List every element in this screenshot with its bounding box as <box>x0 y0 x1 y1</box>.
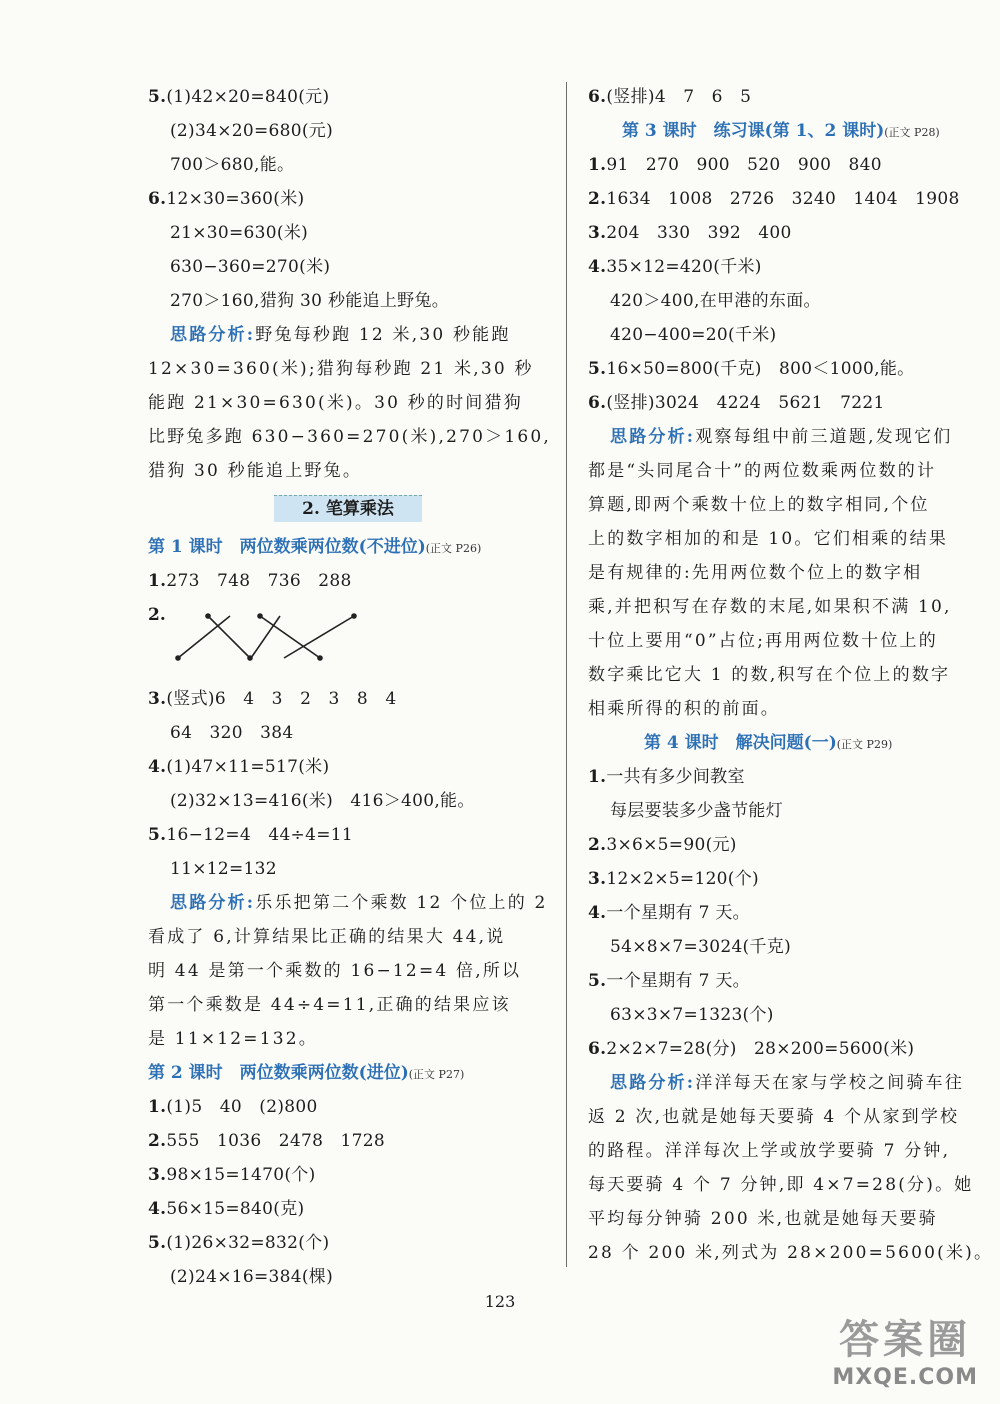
item-number: 3. <box>148 689 167 709</box>
answer-line <box>148 1192 548 1226</box>
analysis-label: 思路分析: <box>610 1073 696 1093</box>
answer-text: 273 748 736 288 <box>166 571 352 591</box>
answer-list <box>588 148 988 420</box>
section-title: 2. 笔算乘法 <box>274 495 422 522</box>
item-number: 1. <box>148 1097 167 1117</box>
analysis-line <box>588 1236 994 1270</box>
analysis-text: 算题,即两个乘数十位上的数字相同,个位 <box>588 495 930 515</box>
answer-text: (1)42×20=840(元) <box>166 87 330 107</box>
answer-text: (2)24×16=384(棵) <box>170 1267 334 1287</box>
analysis-text: 看成了 6,计算结果比正确的结果大 44,说 <box>148 927 506 947</box>
analysis-line <box>148 318 548 352</box>
answer-text: 270＞160,猎狗 30 秒能追上野兔。 <box>170 291 450 311</box>
analysis-text: 上的数字相加的和是 10。它们相乘的结果 <box>588 529 949 549</box>
answer-line <box>148 564 548 598</box>
analysis-text: 洋洋每天在家与学校之间骑车往 <box>695 1073 965 1093</box>
analysis-text: 是 11×12=132。 <box>148 1029 319 1049</box>
analysis-line <box>588 624 988 658</box>
analysis-text: 相乘所得的积的前面。 <box>588 699 780 719</box>
analysis-line <box>588 1100 988 1134</box>
answer-line <box>588 318 988 352</box>
item-number: 6. <box>148 189 167 209</box>
analysis-block <box>588 1066 994 1270</box>
watermark-logo: 答案圈 <box>839 1317 972 1363</box>
answer-line <box>588 148 988 182</box>
answer-text: (1)47×11=517(米) <box>166 757 330 777</box>
section-heading <box>148 488 548 530</box>
analysis-line <box>148 920 548 954</box>
item-number: 1. <box>148 571 167 591</box>
analysis-line <box>148 420 552 454</box>
analysis-line <box>148 886 548 920</box>
item-number: 3. <box>148 1165 167 1185</box>
answer-text: 12×30=360(米) <box>166 189 305 209</box>
match-dot <box>247 655 253 661</box>
analysis-line <box>588 590 988 624</box>
analysis-line <box>588 658 988 692</box>
answer-line <box>588 964 988 998</box>
analysis-text: 猎狗 30 秒能追上野兔。 <box>148 461 363 481</box>
matching-diagram <box>148 598 548 682</box>
answer-line <box>148 818 548 852</box>
item-number: 5. <box>148 1233 167 1253</box>
answer-text: (竖排)4 7 6 5 <box>606 87 752 107</box>
match-line <box>208 616 250 658</box>
match-line <box>284 616 354 658</box>
answer-line <box>588 250 988 284</box>
analysis-text: 的路程。洋洋每次上学或放学要骑 7 分钟, <box>588 1141 951 1161</box>
answer-line <box>588 1032 988 1066</box>
analysis-line <box>588 488 988 522</box>
match-dot <box>175 655 181 661</box>
answer-text: 35×12=420(千米) <box>606 257 762 277</box>
answer-line <box>148 716 548 750</box>
match-line <box>178 616 230 658</box>
answer-line <box>148 250 548 284</box>
analysis-line <box>588 522 988 556</box>
answer-line <box>148 80 548 114</box>
answer-line <box>588 760 988 794</box>
answer-text: 64 320 384 <box>170 723 294 743</box>
item-number: 4. <box>148 1199 167 1219</box>
answer-text: (1)5 40 (2)800 <box>166 1097 318 1117</box>
analysis-block <box>588 420 988 726</box>
analysis-line <box>588 454 988 488</box>
answer-text: 420＞400,在甲港的东面。 <box>610 291 821 311</box>
answer-line <box>148 682 548 716</box>
answer-line <box>148 1260 548 1294</box>
analysis-line <box>148 954 548 988</box>
lesson-ref: (正文 P28) <box>884 126 940 139</box>
lesson-heading <box>588 726 988 760</box>
answer-line <box>148 148 548 182</box>
answer-text: 420−400=20(千米) <box>610 325 777 345</box>
answer-line <box>588 896 988 930</box>
answer-list <box>148 682 548 886</box>
answer-text: 21×30=630(米) <box>170 223 309 243</box>
answer-line <box>148 284 548 318</box>
lesson-title: 第 2 课时 两位数乘两位数(进位) <box>148 1063 409 1083</box>
lesson-title: 第 1 课时 两位数乘两位数(不进位) <box>148 537 426 557</box>
answer-text: 2×2×7=28(分) 28×200=5600(米) <box>606 1039 915 1059</box>
item-number: 1. <box>588 155 607 175</box>
item-number: 2. <box>148 1131 167 1151</box>
column-divider <box>566 82 567 1267</box>
analysis-line <box>588 1202 988 1236</box>
analysis-text: 乘,并把积写在存数的末尾,如果积不满 10, <box>588 597 952 617</box>
item-number: 1. <box>588 767 607 787</box>
answer-text: 91 270 900 520 900 840 <box>606 155 882 175</box>
match-dot <box>351 613 357 619</box>
answer-text: (2)34×20=680(元) <box>170 121 334 141</box>
match-line <box>260 616 320 658</box>
item-number: 6. <box>588 393 607 413</box>
answer-text: 204 330 392 400 <box>606 223 792 243</box>
item-number: 5. <box>148 825 167 845</box>
item-number: 3. <box>588 223 607 243</box>
analysis-line <box>588 1134 988 1168</box>
answer-line <box>148 216 548 250</box>
analysis-line <box>148 988 548 1022</box>
analysis-line <box>148 386 548 420</box>
item-number: 5. <box>148 87 167 107</box>
analysis-text: 平均每分钟骑 200 米,也就是她每天要骑 <box>588 1209 938 1229</box>
item-number: 5. <box>588 971 607 991</box>
answer-text: 63×3×7=1323(个) <box>610 1005 774 1025</box>
item-number: 4. <box>588 257 607 277</box>
answer-text: 12×2×5=120(个) <box>606 869 759 889</box>
match-line <box>251 616 280 658</box>
answer-line <box>588 80 988 114</box>
match-dot <box>257 613 263 619</box>
answer-text: 54×8×7=3024(千克) <box>610 937 792 957</box>
answer-line <box>588 862 988 896</box>
analysis-text: 乐乐把第二个乘数 12 个位上的 2 <box>255 893 548 913</box>
analysis-line <box>148 1022 548 1056</box>
answer-line <box>148 784 548 818</box>
item-number: 6. <box>588 87 607 107</box>
answer-text: 98×15=1470(个) <box>166 1165 316 1185</box>
analysis-line <box>588 692 988 726</box>
right-column <box>588 80 994 1270</box>
item-number: 5. <box>588 359 607 379</box>
answer-text: 一共有多少间教室 <box>606 767 745 787</box>
analysis-text: 数字乘比它大 1 的数,积写在个位上的数字 <box>588 665 951 685</box>
answer-line <box>148 750 548 784</box>
analysis-label: 思路分析: <box>170 893 256 913</box>
watermark <box>832 1308 978 1390</box>
answer-text: (1)26×32=832(个) <box>166 1233 330 1253</box>
match-dot <box>317 655 323 661</box>
answer-line <box>588 998 988 1032</box>
answer-text: 56×15=840(克) <box>166 1199 305 1219</box>
matching-lines <box>168 598 368 668</box>
item-number: 2. <box>148 605 166 625</box>
analysis-text: 十位上要用“0”占位;再用两位数十位上的 <box>588 631 938 651</box>
analysis-text: 每天要骑 4 个 7 分钟,即 4×7=28(分)。她 <box>588 1175 974 1195</box>
answer-text: 700＞680,能。 <box>170 155 295 175</box>
lesson-title: 第 4 课时 解决问题(一) <box>644 733 837 753</box>
left-column <box>148 80 552 1294</box>
analysis-block <box>148 318 552 488</box>
answer-text: 一个星期有 7 天。 <box>606 903 750 923</box>
answer-text: 1634 1008 2726 3240 1404 1908 <box>606 189 960 209</box>
answer-line <box>148 1158 548 1192</box>
analysis-line <box>148 454 548 488</box>
item-number: 2. <box>588 189 607 209</box>
analysis-text: 是有规律的:先用两位数个位上的数字相 <box>588 563 923 583</box>
analysis-text: 都是“头同尾合十”的两位数乘两位数的计 <box>588 461 937 481</box>
answer-line <box>588 386 988 420</box>
analysis-text: 第一个乘数是 44÷4=11,正确的结果应该 <box>148 995 511 1015</box>
answer-line <box>148 182 548 216</box>
lesson-title: 第 3 课时 练习课(第 1、2 课时) <box>622 121 885 141</box>
answer-list <box>148 564 548 598</box>
answer-text: 630−360=270(米) <box>170 257 331 277</box>
answer-text: (竖排)3024 4224 5621 7221 <box>606 393 885 413</box>
answer-line <box>148 1090 548 1124</box>
analysis-text: 28 个 200 米,列式为 28×200=5600(米)。 <box>588 1243 994 1263</box>
item-number: 2. <box>588 835 607 855</box>
analysis-text: 12×30=360(米);猎狗每秒跑 21 米,30 秒 <box>148 359 534 379</box>
analysis-text: 返 2 次,也就是她每天要骑 4 个从家到学校 <box>588 1107 960 1127</box>
answer-text: 555 1036 2478 1728 <box>166 1131 385 1151</box>
analysis-line <box>148 352 548 386</box>
analysis-text: 明 44 是第一个乘数的 16−12=4 倍,所以 <box>148 961 522 981</box>
answer-line <box>588 794 988 828</box>
lesson-heading <box>148 1056 548 1090</box>
analysis-text: 比野兔多跑 630−360=270(米),270＞160, <box>148 427 552 447</box>
lesson-heading <box>588 114 988 148</box>
answer-list <box>148 1090 548 1294</box>
analysis-text: 野兔每秒跑 12 米,30 秒能跑 <box>255 325 511 345</box>
answer-line <box>148 1124 548 1158</box>
answer-text: 11×12=132 <box>170 859 277 879</box>
answer-list <box>148 80 548 318</box>
answer-text: (竖式)6 4 3 2 3 8 4 <box>166 689 397 709</box>
answer-line <box>588 216 988 250</box>
answer-line <box>588 930 988 964</box>
item-number: 4. <box>588 903 607 923</box>
answer-list <box>588 80 988 114</box>
answer-text: 16×50=800(千克) 800＜1000,能。 <box>606 359 915 379</box>
analysis-label: 思路分析: <box>610 427 696 447</box>
answer-line <box>588 828 988 862</box>
answer-text: 16−12=4 44÷4=11 <box>166 825 353 845</box>
analysis-block <box>148 886 548 1056</box>
lesson-heading <box>148 530 548 564</box>
analysis-line <box>588 1168 988 1202</box>
answer-list <box>588 760 988 1066</box>
analysis-line <box>588 1066 988 1100</box>
answer-text: 每层要装多少盏节能灯 <box>610 801 783 821</box>
answer-line <box>588 352 988 386</box>
lesson-ref: (正文 P27) <box>408 1068 465 1081</box>
analysis-text: 观察每组中前三道题,发现它们 <box>695 427 953 447</box>
lesson-ref: (正文 P26) <box>425 542 482 555</box>
page-number: 123 <box>484 1292 516 1311</box>
answer-line <box>588 182 988 216</box>
answer-text: 3×6×5=90(元) <box>606 835 737 855</box>
answer-line <box>148 852 548 886</box>
answer-line <box>588 284 988 318</box>
item-number: 6. <box>588 1039 607 1059</box>
answer-line <box>148 114 548 148</box>
analysis-label: 思路分析: <box>170 325 256 345</box>
lesson-ref: (正文 P29) <box>836 738 893 751</box>
item-number: 3. <box>588 869 607 889</box>
answer-text: (2)32×13=416(米) 416＞400,能。 <box>170 791 475 811</box>
analysis-text: 能跑 21×30=630(米)。30 秒的时间猎狗 <box>148 393 523 413</box>
answer-line <box>148 1226 548 1260</box>
watermark-url: MXQE.COM <box>832 1365 978 1390</box>
item-number: 4. <box>148 757 167 777</box>
analysis-line <box>588 556 988 590</box>
analysis-line <box>588 420 988 454</box>
match-dot <box>205 613 211 619</box>
answer-text: 一个星期有 7 天。 <box>606 971 750 991</box>
